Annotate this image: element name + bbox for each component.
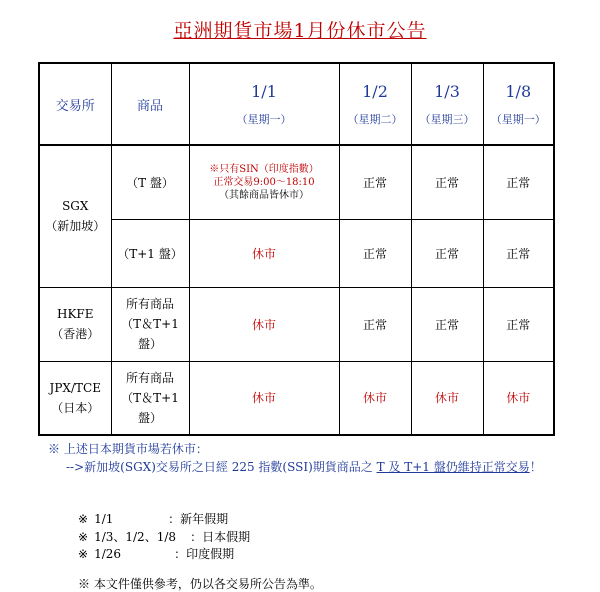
header-product bbox=[111, 63, 189, 145]
sgx-t1-d2: 正常 bbox=[339, 219, 411, 287]
holiday-note-2-reason: 日本假期 bbox=[202, 530, 251, 544]
date-1: 1/1 bbox=[251, 81, 277, 101]
sgx-t-d1-line3: （其餘商品皆休市） bbox=[219, 189, 309, 201]
exchange-hkfe-name: HKFE bbox=[56, 307, 94, 321]
holiday-note-2-mark: ※ bbox=[78, 530, 89, 544]
sgx-t-d3: 正常 bbox=[411, 145, 483, 219]
exchange-jpx bbox=[39, 361, 111, 435]
header-product-label: 商品 bbox=[136, 98, 163, 114]
sgx-t-d1-line2: 正常交易9:00～18:10 bbox=[213, 176, 315, 188]
japan-note-detail-a: -->新加坡(SGX)交易所之日經 225 指數(SSI)期貨商品之 bbox=[66, 460, 377, 474]
weekday-1: （星期一） bbox=[236, 112, 292, 126]
hkfe-d3: 正常 bbox=[411, 287, 483, 361]
header-date-4 bbox=[483, 63, 554, 145]
jpx-d3: 休市 bbox=[411, 361, 483, 435]
product-sgx-t1: （T+1 盤） bbox=[111, 219, 189, 287]
holiday-note-2 bbox=[78, 528, 250, 545]
exchange-jpx-name: JPX/TCE bbox=[49, 380, 101, 395]
holiday-note-1-reason: 新年假期 bbox=[180, 512, 229, 526]
product-jpx bbox=[111, 361, 189, 435]
weekday-3: （星期三） bbox=[419, 112, 475, 126]
sgx-t-d4: 正常 bbox=[483, 145, 554, 219]
hkfe-d4: 正常 bbox=[483, 287, 554, 361]
jpx-d1: 休市 bbox=[189, 361, 339, 435]
japan-note-heading: ※ 上述日本期貨市場若休市： bbox=[48, 442, 208, 456]
header-exchange bbox=[39, 63, 111, 145]
table-row-jpx bbox=[39, 361, 554, 435]
exchange-jpx-local: （日本） bbox=[51, 400, 100, 415]
exchange-sgx bbox=[39, 145, 111, 287]
japan-note-detail bbox=[66, 458, 542, 475]
japan-note-detail-b: T 及 T+1 盤仍維持正常交易 bbox=[376, 460, 530, 474]
holiday-note-3-sep: ： bbox=[174, 547, 187, 561]
holiday-note-1-sep: ： bbox=[168, 512, 181, 526]
holiday-note-2-sep: ： bbox=[190, 530, 203, 544]
sgx-t-d1 bbox=[189, 145, 339, 219]
product-sgx-t: （T 盤） bbox=[111, 145, 189, 219]
date-4: 1/8 bbox=[505, 81, 532, 101]
date-3: 1/3 bbox=[434, 81, 460, 101]
table-row-hkfe bbox=[39, 287, 554, 361]
holiday-note-3 bbox=[78, 545, 234, 562]
hkfe-d1: 休市 bbox=[189, 287, 339, 361]
weekday-4: （星期一） bbox=[490, 112, 546, 126]
header-date-1 bbox=[189, 63, 339, 145]
holiday-note-1 bbox=[78, 510, 228, 527]
page-title bbox=[0, 16, 600, 43]
product-hkfe-line2: （T＆T+1 盤） bbox=[121, 317, 179, 351]
holiday-table bbox=[38, 62, 555, 436]
holiday-note-1-mark: ※ bbox=[78, 512, 89, 526]
sgx-t1-d1: 休市 bbox=[189, 219, 339, 287]
sgx-t1-d3: 正常 bbox=[411, 219, 483, 287]
hkfe-d2: 正常 bbox=[339, 287, 411, 361]
exchange-sgx-name: SGX bbox=[62, 199, 89, 214]
jpx-d2: 休市 bbox=[339, 361, 411, 435]
holiday-note-3-reason: 印度假期 bbox=[186, 547, 235, 561]
jpx-d4: 休市 bbox=[483, 361, 554, 435]
product-jpx-line2: （T＆T+1 盤） bbox=[121, 390, 179, 425]
date-2: 1/2 bbox=[362, 81, 388, 101]
exchange-hkfe bbox=[39, 287, 111, 361]
exchange-hkfe-local: （香港） bbox=[51, 327, 100, 341]
page-title-text: 亞洲期貨市場1月份休市公告 bbox=[173, 20, 427, 42]
product-jpx-line1: 所有商品 bbox=[125, 370, 174, 385]
table-row-sgx-t bbox=[39, 145, 554, 219]
disclaimer: ※ 本文件僅供參考，仍以各交易所公告為準。 bbox=[78, 577, 322, 591]
table-header-row bbox=[39, 63, 554, 145]
sgx-t1-d4: 正常 bbox=[483, 219, 554, 287]
exchange-sgx-local: （新加坡） bbox=[45, 219, 106, 234]
sgx-t-d2: 正常 bbox=[339, 145, 411, 219]
holiday-note-3-dates: 1/26 bbox=[94, 547, 122, 561]
japan-note-detail-c: ！ bbox=[529, 460, 542, 474]
product-hkfe-line1: 所有商品 bbox=[125, 297, 174, 311]
holiday-note-3-mark: ※ bbox=[78, 547, 89, 561]
product-hkfe bbox=[111, 287, 189, 361]
header-date-2 bbox=[339, 63, 411, 145]
holiday-note-1-dates: 1/1 bbox=[94, 512, 114, 526]
table-row-sgx-t1 bbox=[39, 219, 554, 287]
sgx-t-d1-line1: ※只有SIN（印度指數） bbox=[209, 163, 319, 175]
holiday-note-2-dates: 1/3、1/2、1/8 bbox=[94, 530, 177, 544]
weekday-2: （星期二） bbox=[347, 112, 403, 126]
header-exchange-label: 交易所 bbox=[55, 98, 95, 114]
header-date-3 bbox=[411, 63, 483, 145]
